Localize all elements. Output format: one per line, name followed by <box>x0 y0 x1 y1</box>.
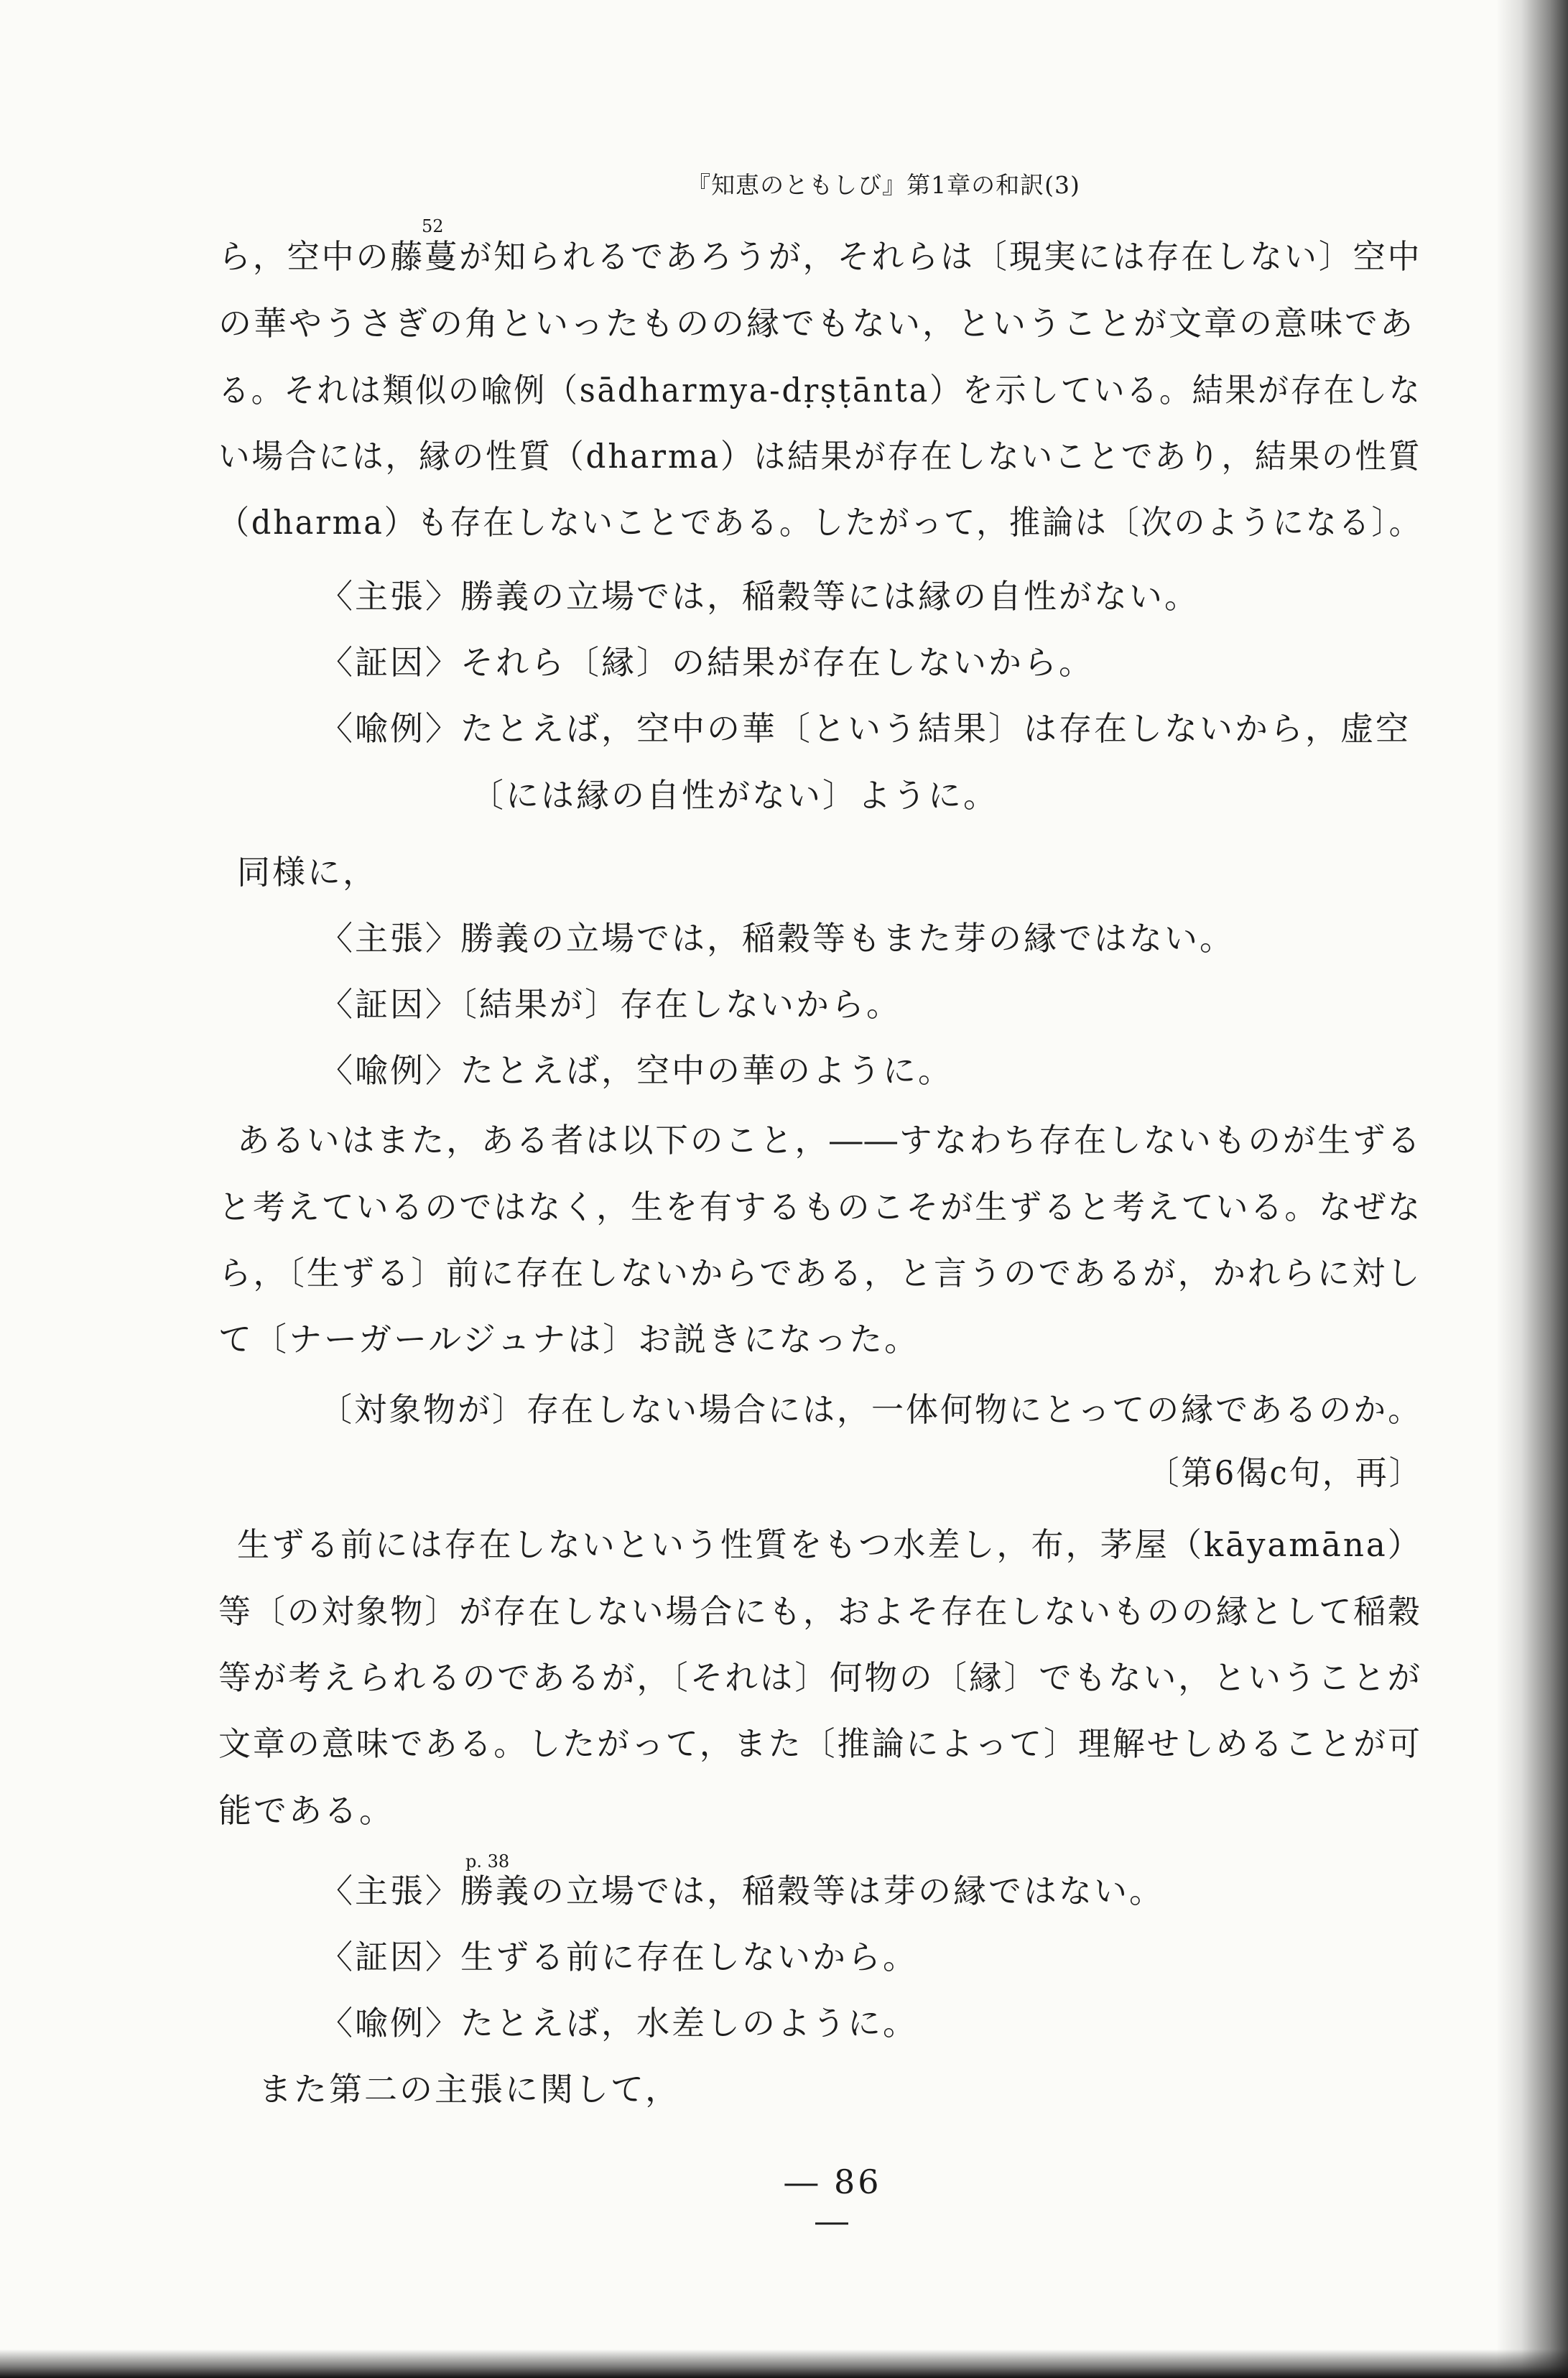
text-line: の華やうさぎの角といったものの縁でもない，ということが文章の意味であ <box>218 304 1415 343</box>
reason-line: 〈証因〉生ずる前に存在しないから。 <box>320 1938 918 1976</box>
text-line: 等〔の対象物〕が存在しない場合にも，およそ存在しないものの縁として稲穀 <box>218 1592 1422 1631</box>
verse-quote: 〔対象物が〕存在しない場合には，一体何物にとっての縁であるのか。 <box>320 1390 1423 1429</box>
text-line: 等が考えられるのであるが，〔それは〕何物の〔縁〕でもない，ということが <box>218 1658 1422 1697</box>
page-number: ― 86 ― <box>784 2162 882 2240</box>
text-line: 能である。 <box>218 1791 394 1830</box>
text-line: 生ずる前には存在しないという性質をもつ水差し，布，茅屋（kāyamāna） <box>237 1525 1422 1564</box>
claim-line: 〈主張〉勝義の立場では，稲穀等には縁の自性がない。 <box>320 577 1200 616</box>
running-header: 『知恵のともしび』第1章の和訳(3) <box>687 171 1080 199</box>
text-line: 同様に， <box>237 853 378 892</box>
footnote-mark-52: 52 <box>422 216 444 236</box>
claim-line: 〈主張〉勝義の立場では，稲穀等は芽の縁ではない。 <box>320 1872 1164 1910</box>
text-line: ら，空中の藤蔓が知られるであろうが，それらは〔現実には存在しない〕空中 <box>218 237 1422 276</box>
text-line: あるいはまた，ある者は以下のこと，――すなわち存在しないものが生ずる <box>237 1121 1422 1160</box>
scan-edge-shadow <box>1496 0 1568 2378</box>
text-line: い場合には，縁の性質（dharma）は結果が存在しないことであり，結果の性質 <box>218 437 1422 476</box>
example-line: 〈喩例〉たとえば，水差しのように。 <box>320 2004 918 2042</box>
verse-reference: 〔第6偈c句，再〕 <box>1148 1453 1423 1492</box>
example-continuation: 〔には縁の自性がない〕ように。 <box>470 776 998 815</box>
text-line: 文章の意味である。したがって，また〔推論によって〕理解せしめることが可 <box>218 1724 1423 1763</box>
text-line: る。それは類似の喩例（sādharmya-dṛṣṭānta）を示している。結果が存在しな <box>218 371 1422 410</box>
text-line: また第二の主張に関して， <box>259 2070 681 2109</box>
page-reference-mark: p. 38 <box>465 1851 510 1872</box>
text-line: ら，〔生ずる〕前に存在しないからである，と言うのであるが，かれらに対し <box>218 1254 1422 1292</box>
example-line: 〈喩例〉たとえば，空中の華〔という結果〕は存在しないから，虚空 <box>320 709 1411 748</box>
text-line: と考えているのではなく，生を有するものこそが生ずると考えている。なぜな <box>218 1188 1423 1226</box>
reason-line: 〈証因〉〔結果が〕存在しないから。 <box>320 985 901 1024</box>
claim-line: 〈主張〉勝義の立場では，稲穀等もまた芽の縁ではない。 <box>320 919 1235 958</box>
text-line: て〔ナーガールジュナは〕お説きになった。 <box>218 1320 920 1359</box>
text-line: （dharma）も存在しないことである。したがって，推論は〔次のようになる〕。 <box>218 503 1422 542</box>
scan-bottom-shadow <box>0 2349 1568 2378</box>
example-line: 〈喩例〉たとえば，空中の華のように。 <box>320 1051 953 1090</box>
reason-line: 〈証因〉それら〔縁〕の結果が存在しないから。 <box>320 643 1094 682</box>
